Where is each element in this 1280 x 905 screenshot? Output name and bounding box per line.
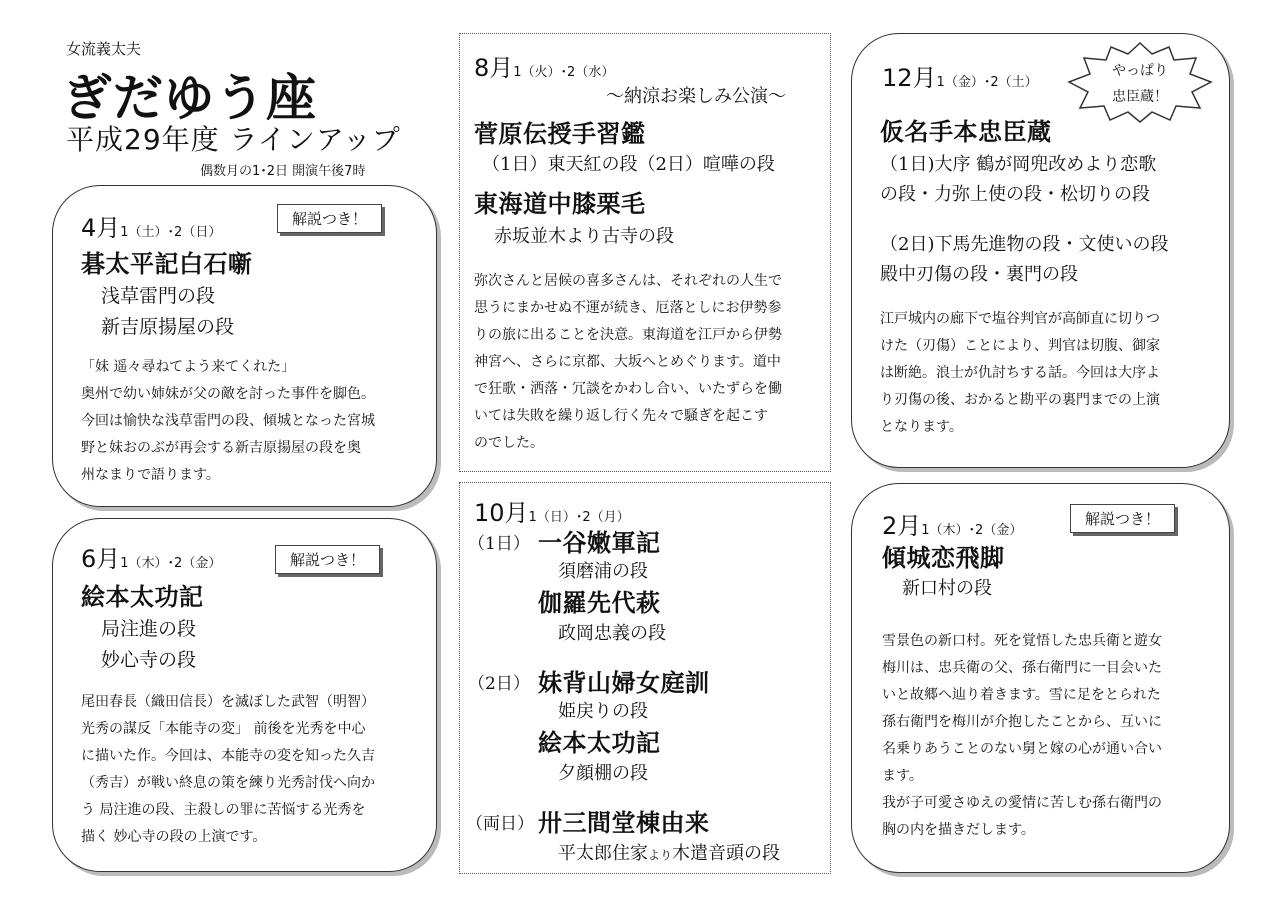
play-title: 碁太平記白石噺: [81, 249, 253, 278]
synopsis: 雪景色の新口村。死を覚悟した忠兵衛と遊女 梅川は、忠兵衛の父、孫右衛門に一目会いた いと故郷へ辿り着きます。雪に足をとられた 孫右衛門を梅川が介抱したことから、互いに 名乗りあうことのない舅と嫁の心が通い合い ます。 我が子可愛さゆえの愛情に苦しむ孫右衛門の 胸の内を描きだします。: [882, 633, 1162, 838]
month-label: 12月1（金）･2（土）: [882, 64, 1038, 92]
february-card: [851, 483, 1230, 873]
june-card: [52, 518, 437, 872]
scene-name: 殿中刃傷の段・裏門の段: [880, 264, 1078, 285]
scene-name: 夕顔棚の段: [558, 763, 648, 784]
play-title: 伽羅先代萩: [538, 588, 661, 617]
scene-name: 浅草雷門の段: [101, 285, 216, 307]
play-title: 傾城恋飛脚: [882, 543, 1005, 572]
synopsis: 弥次さんと居候の喜多さんは、それぞれの人生で 思うにまかせぬ不運が続き、厄落としにお伊勢参 りの旅に出ることを決意。東海道を江戸から伊勢 神宮へ、さらに京都、大坂へとめぐります。道中 で狂歌・洒落・冗談をかわし合い、いたずらを働 いては失敗を繰り返し行く先々で騒ぎを起こす のでした。: [474, 273, 782, 451]
october-card: [459, 482, 831, 874]
commentary-badge: 解説つき！: [1070, 504, 1175, 533]
commentary-badge: 解説つき！: [277, 204, 382, 233]
month-label: 8月1（火）･2（水）: [474, 54, 615, 82]
month-label: 2月1（木）･2（金）: [882, 512, 1023, 540]
brand-title: ぎだゆう座: [62, 69, 317, 127]
starburst-text: やっぱり 忠臣蔵！: [1112, 63, 1168, 105]
day-label: （1日）: [468, 534, 530, 554]
month-label: 6月1（木）･2（金）: [81, 545, 222, 573]
play-title: 仮名手本忠臣蔵: [880, 117, 1052, 146]
april-card: [52, 185, 437, 507]
play-title: 東海道中膝栗毛: [474, 189, 646, 218]
scene-name: （1日)大序 鶴が岡兜改めより恋歌: [880, 154, 1157, 175]
commentary-badge: 解説つき！: [275, 545, 380, 574]
play-title: 一谷嫩軍記: [538, 528, 661, 557]
play-title: 絵本太功記: [81, 582, 204, 611]
scene-name: 平太郎住家より木遣音頭の段: [558, 843, 781, 864]
play-title: 卅三間堂棟由来: [538, 808, 710, 837]
synopsis: 江戸城内の廊下で塩谷判官が高師直に切りつ けた（刃傷）ことにより、判官は切腹、御家 は断絶。浪士が仇討ちする話。今回は大序よ り刃傷の後、おかると勘平の裏門までの上演 となります。: [880, 311, 1160, 435]
month-label: 10月1（日）･2（月）: [474, 499, 630, 527]
synopsis: 「妹 遥々尋ねてよう来てくれた」 奥州で幼い姉妹が父の敵を討った事件を脚色。 今回は愉快な浅草雷門の段、傾城となった宮城 野と妹おのぶが再会する新吉原揚屋の段を奥 州なまりで語ります。: [81, 359, 375, 483]
lineup-title: 平成29年度 ラインアップ: [66, 123, 401, 156]
day-label: （両日）: [466, 814, 534, 834]
play-title: 妹背山婦女庭訓: [538, 668, 710, 697]
troupe-kicker: 女流義太夫: [66, 40, 142, 58]
day-label: （2日）: [468, 674, 530, 694]
month-label: 4月1（土）･2（日）: [81, 214, 222, 242]
scene-name: 須磨浦の段: [558, 561, 648, 582]
scene-name: 妙心寺の段: [101, 649, 197, 671]
scene-name: 新口村の段: [902, 578, 992, 599]
scene-name: 赤坂並木より古寺の段: [494, 226, 674, 247]
scene-name: （2日)下馬先進物の段・文使いの段: [880, 234, 1169, 255]
august-card: [459, 33, 831, 472]
event-subtitle: ～納涼お楽しみ公演～: [606, 86, 786, 107]
schedule-note: 偶数月の1･2日 開演午後7時: [200, 164, 366, 179]
play-title: 菅原伝授手習鑑: [474, 119, 646, 148]
scene-name: の段・力弥上使の段・松切りの段: [880, 184, 1150, 205]
scene-name: （1日）東天紅の段（2日）喧嘩の段: [482, 154, 775, 175]
scene-name: 局注進の段: [101, 618, 197, 640]
play-title: 絵本太功記: [538, 728, 661, 757]
synopsis: 尾田春長（織田信長）を滅ぼした武智（明智） 光秀の謀反「本能寺の変」 前後を光秀を中心 に描いた作。今回は、本能寺の変を知った久吉 （秀吉）が戦い終息の策を練り光秀討伐へ向か う 局注進の段、主殺しの罪に苦悩する光秀を 描く 妙心寺の段の上演です。: [81, 694, 375, 845]
scene-name: 政岡忠義の段: [558, 623, 666, 644]
scene-name: 新吉原揚屋の段: [101, 316, 235, 338]
scene-name: 姫戻りの段: [558, 701, 648, 722]
